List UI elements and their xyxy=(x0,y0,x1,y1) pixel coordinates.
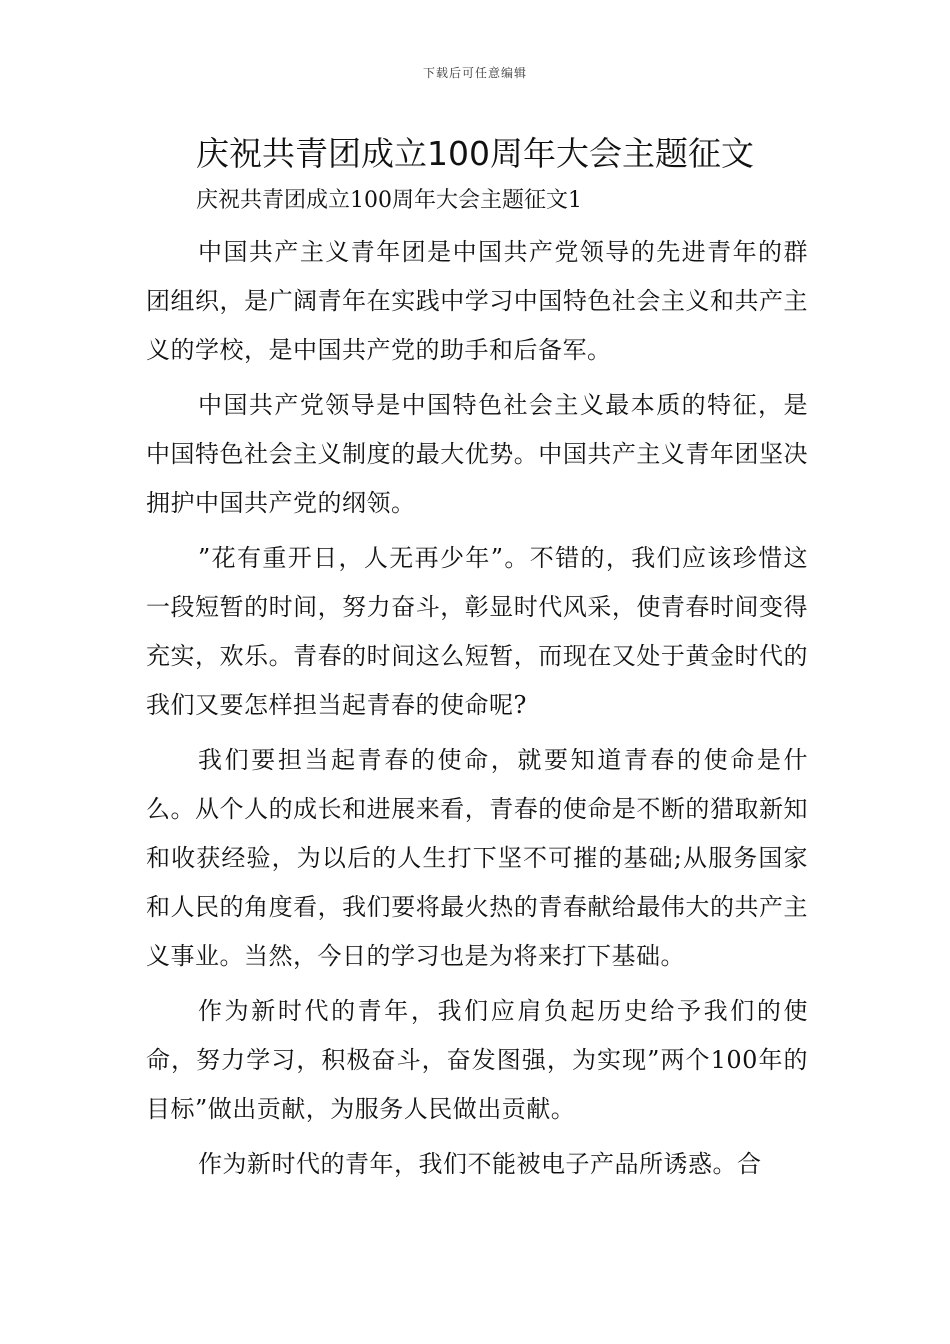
paragraph-2: 中国共产党领导是中国特色社会主义最本质的特征，是中国特色社会主义制度的最大优势。中国共产主义青年团坚决拥护中国共产党的纲领。 xyxy=(146,391,808,517)
paragraph-5: 作为新时代的青年，我们应肩负起历史给予我们的使命，努力学习，积极奋斗，奋发图强，为实现”两个100年的目标”做出贡献，为服务人民做出贡献。 xyxy=(146,997,808,1123)
paragraph-1: 中国共产主义青年团是中国共产党领导的先进青年的群团组织，是广阔青年在实践中学习中国特色社会主义和共产主义的学校，是中国共产党的助手和后备军。 xyxy=(146,238,808,364)
header-note: 下载后可任意编辑 xyxy=(422,66,527,80)
document-subtitle: 庆祝共青团成立100周年大会主题征文1 xyxy=(196,188,582,213)
body-text xyxy=(146,228,808,1195)
paragraph-4: 我们要担当起青春的使命，就要知道青春的使命是什么。从个人的成长和进展来看，青春的使命是不断的猎取新知和收获经验，为以后的人生打下坚不可摧的基础;从服务国家和人民的角度看，我们要将最火热的青春献给最伟大的共产主义事业。当然，今日的学习也是为将来打下基础。 xyxy=(146,746,808,970)
paragraph-6: 作为新时代的青年，我们不能被电子产品所诱惑。合 xyxy=(198,1150,762,1178)
document-title: 庆祝共青团成立100周年大会主题征文 xyxy=(196,134,754,173)
paragraph-3: ”花有重开日，人无再少年”。不错的，我们应该珍惜这一段短暂的时间，努力奋斗，彰显时代风采，使青春时间变得充实，欢乐。青春的时间这么短暂，而现在又处于黄金时代的我们又要怎样担当起青春的使命呢? xyxy=(146,544,808,719)
